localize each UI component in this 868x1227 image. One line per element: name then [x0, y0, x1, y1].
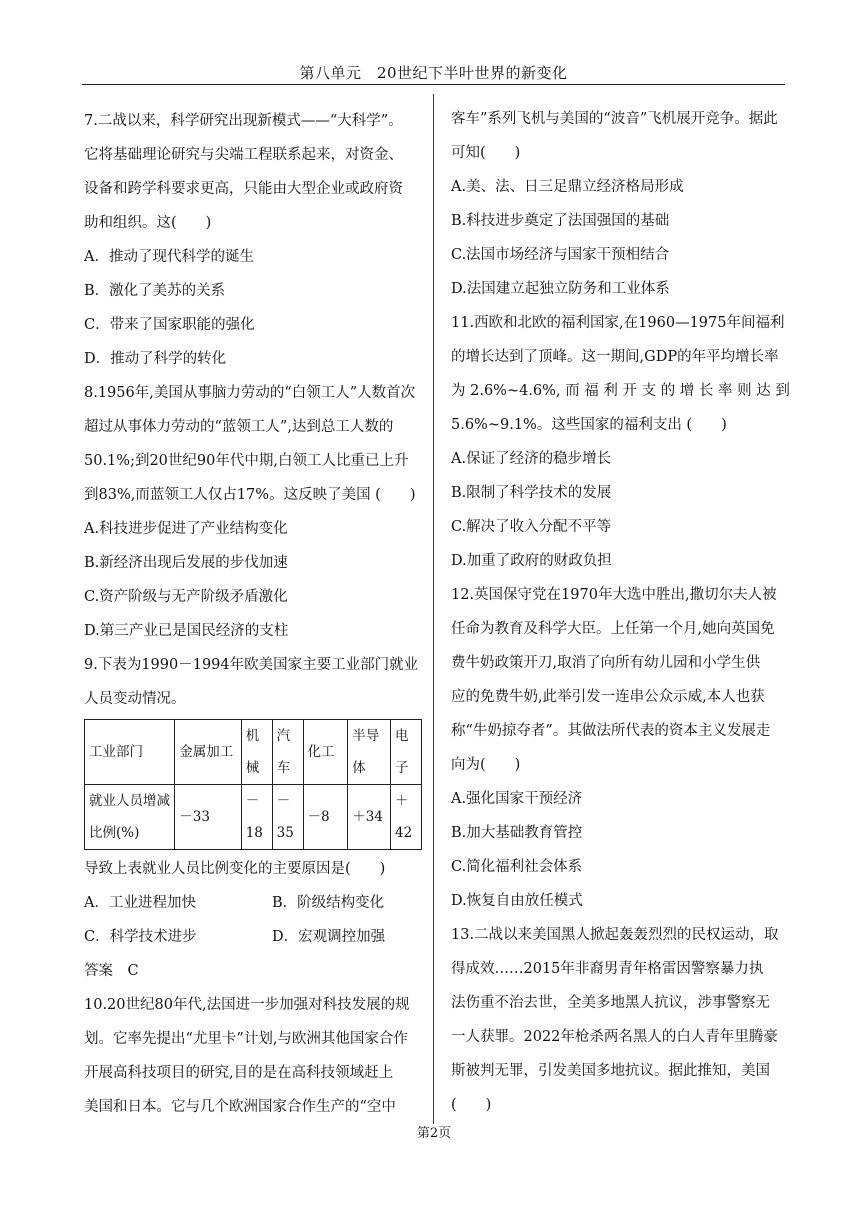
table-cell: ＋34	[348, 785, 391, 850]
question-11-option-c: C.解决了收入分配不平等	[451, 519, 612, 535]
table-header-cell: 工业部门	[85, 720, 175, 785]
question-8-line: 50.1%;到20世纪90年代中期,白领工人比重已上升	[84, 453, 409, 469]
question-10-option-c: C.法国市场经济与国家干预相结合	[451, 247, 670, 263]
question-12-option-d: D.恢复自由放任模式	[451, 893, 583, 909]
question-8-option-c: C.资产阶级与无产阶级矛盾激化	[84, 589, 288, 605]
question-13-line: ( )	[451, 1097, 492, 1113]
question-8-option-a: A.科技进步促进了产业结构变化	[84, 521, 288, 537]
question-13-line: 一人获罪。2022年枪杀两名黑人的白人青年里腾豪	[451, 1029, 778, 1045]
question-12	[451, 578, 787, 918]
question-10-line: 10.20世纪80年代,法国进一步加强对科技发展的规	[84, 997, 410, 1013]
table-header-cell: 化工	[303, 720, 348, 785]
question-8-line: 8.1956年,美国从事脑力劳动的“白领工人”人数首次	[84, 385, 416, 401]
question-12-line: 称“牛奶掠夺者”。其做法所代表的资本主义发展走	[451, 723, 771, 739]
table-cell: －8	[303, 785, 348, 850]
table-header-cell: 电子	[391, 720, 422, 785]
page-number: 第2页	[416, 1126, 452, 1141]
question-10-line: 可知( )	[451, 145, 521, 161]
question-11-option-a: A.保证了经济的稳步增长	[451, 451, 612, 467]
table-header-cell: 汽车	[272, 720, 303, 785]
table-row-label: 就业人员增减比例(%)	[85, 785, 175, 850]
column-divider	[433, 94, 434, 1124]
table-cell: －18	[241, 785, 272, 850]
question-9-answer: 答案 C	[84, 963, 139, 979]
question-10-line: 美国和日本。它与几个欧洲国家合作生产的“空中	[84, 1099, 396, 1115]
question-10	[84, 988, 422, 1124]
question-11-option-d: D.加重了政府的财政负担	[451, 553, 612, 569]
question-12-option-b: B.加大基础教育管控	[451, 825, 583, 841]
question-12-option-c: C.简化福利社会体系	[451, 859, 583, 875]
question-7-option-a: A．推动了现代科学的诞生	[84, 249, 254, 265]
question-8-option-b: B.新经济出现后发展的步伐加速	[84, 555, 288, 571]
header-rule	[82, 84, 785, 85]
table-header-cell: 金属加工	[175, 720, 241, 785]
question-9-line: 9.下表为1990－1994年欧美国家主要工业部门就业	[84, 657, 419, 673]
question-13-line: 得成效……2015年非裔男青年格雷因警察暴力执	[451, 961, 764, 977]
question-7-line: 7.二战以来，科学研究出现新模式——“大科学”。	[84, 113, 403, 129]
question-9-option-d: D．宏观调控加强	[272, 929, 386, 945]
question-10-line: 开展高科技项目的研究,目的是在高科技领域赶上	[84, 1065, 394, 1081]
table-cell: －35	[272, 785, 303, 850]
question-7-line: 助和组织。这( )	[84, 215, 212, 231]
question-7	[84, 104, 422, 376]
question-11-line: 11.西欧和北欧的福利国家,在1960—1975年间福利	[451, 315, 785, 331]
question-12-line: 12.英国保守党在1970年大选中胜出,撒切尔夫人被	[451, 587, 777, 603]
question-8	[84, 376, 422, 648]
question-13-line: 法伤重不治去世，全美多地黑人抗议，涉事警察无	[451, 995, 770, 1011]
table-header-cell: 机械	[241, 720, 272, 785]
right-column	[451, 102, 790, 1122]
question-9-options-row	[84, 886, 422, 920]
question-11-line: 为 2.6%~4.6%, 而 福 利 开 支 的 增 长 率 则 达 到	[451, 383, 790, 399]
question-11-option-b: B.限制了科学技术的发展	[451, 485, 612, 501]
question-12-line: 任命为教育及科学大臣。上任第一个月,她向英国免	[451, 621, 775, 637]
question-10-line: 客车”系列飞机与美国的“波音”飞机展开竞争。据此	[451, 111, 778, 127]
left-column	[84, 104, 422, 1124]
question-10-continued	[451, 102, 787, 306]
question-12-option-a: A.强化国家干预经济	[451, 791, 583, 807]
question-7-line: 设备和跨学科要求更高，只能由大型企业或政府资	[84, 181, 403, 197]
question-11	[451, 306, 790, 578]
question-12-line: 费牛奶政策开刀,取消了向所有幼儿园和小学生供	[451, 655, 761, 671]
question-12-line: 向为( )	[451, 757, 521, 773]
table-header-cell: 半导体	[348, 720, 391, 785]
question-9-option-a: A．工业进程加快	[84, 895, 196, 911]
question-11-line: 的增长达到了顶峰。这一期间,GDP的年平均增长率	[451, 349, 779, 365]
question-13	[451, 918, 787, 1122]
table-row	[85, 785, 422, 850]
question-7-line: 它将基础理论研究与尖端工程联系起来，对资金、	[84, 147, 403, 163]
question-10-option-d: D.法国建立起独立防务和工业体系	[451, 281, 670, 297]
question-8-line: 到83%,而蓝领工人仅占17%。这反映了美国 ( )	[84, 487, 416, 503]
question-9-option-b: B．阶级结构变化	[272, 895, 385, 911]
question-9	[84, 648, 422, 988]
question-9-prompt: 导致上表就业人员比例变化的主要原因是( )	[84, 861, 386, 877]
page-header-title: 第八单元 20世纪下半叶世界的新变化	[299, 64, 568, 82]
table-cell: ＋42	[391, 785, 422, 850]
question-10-option-b: B.科技进步奠定了法国强国的基础	[451, 213, 670, 229]
question-8-option-d: D.第三产业已是国民经济的支柱	[84, 623, 289, 639]
question-10-line: 划。它率先提出“尤里卡”计划,与欧洲其他国家合作	[84, 1031, 408, 1047]
question-13-line: 斯被判无罪，引发美国多地抗议。据此推知，美国	[451, 1063, 770, 1079]
question-12-line: 应的免费牛奶,此举引发一连串公众示威,本人也获	[451, 689, 765, 705]
question-11-line: 5.6%~9.1%。这些国家的福利支出 ( )	[451, 417, 727, 433]
question-7-option-c: C．带来了国家职能的强化	[84, 317, 255, 333]
table-cell: －33	[175, 785, 241, 850]
employment-table	[84, 719, 422, 850]
question-9-options-row	[84, 920, 422, 954]
question-9-line: 人员变动情况。	[84, 691, 186, 707]
question-13-line: 13.二战以来美国黑人掀起轰轰烈烈的民权运动，取	[451, 927, 779, 943]
question-7-option-d: D．推动了科学的转化	[84, 351, 227, 367]
question-7-option-b: B．激化了美苏的关系	[84, 283, 226, 299]
question-10-option-a: A.美、法、日三足鼎立经济格局形成	[451, 179, 684, 195]
question-8-line: 超过从事体力劳动的“蓝领工人”,达到总工人数的	[84, 419, 394, 435]
table-header-row	[85, 720, 422, 785]
question-9-option-c: C．科学技术进步	[84, 929, 197, 945]
